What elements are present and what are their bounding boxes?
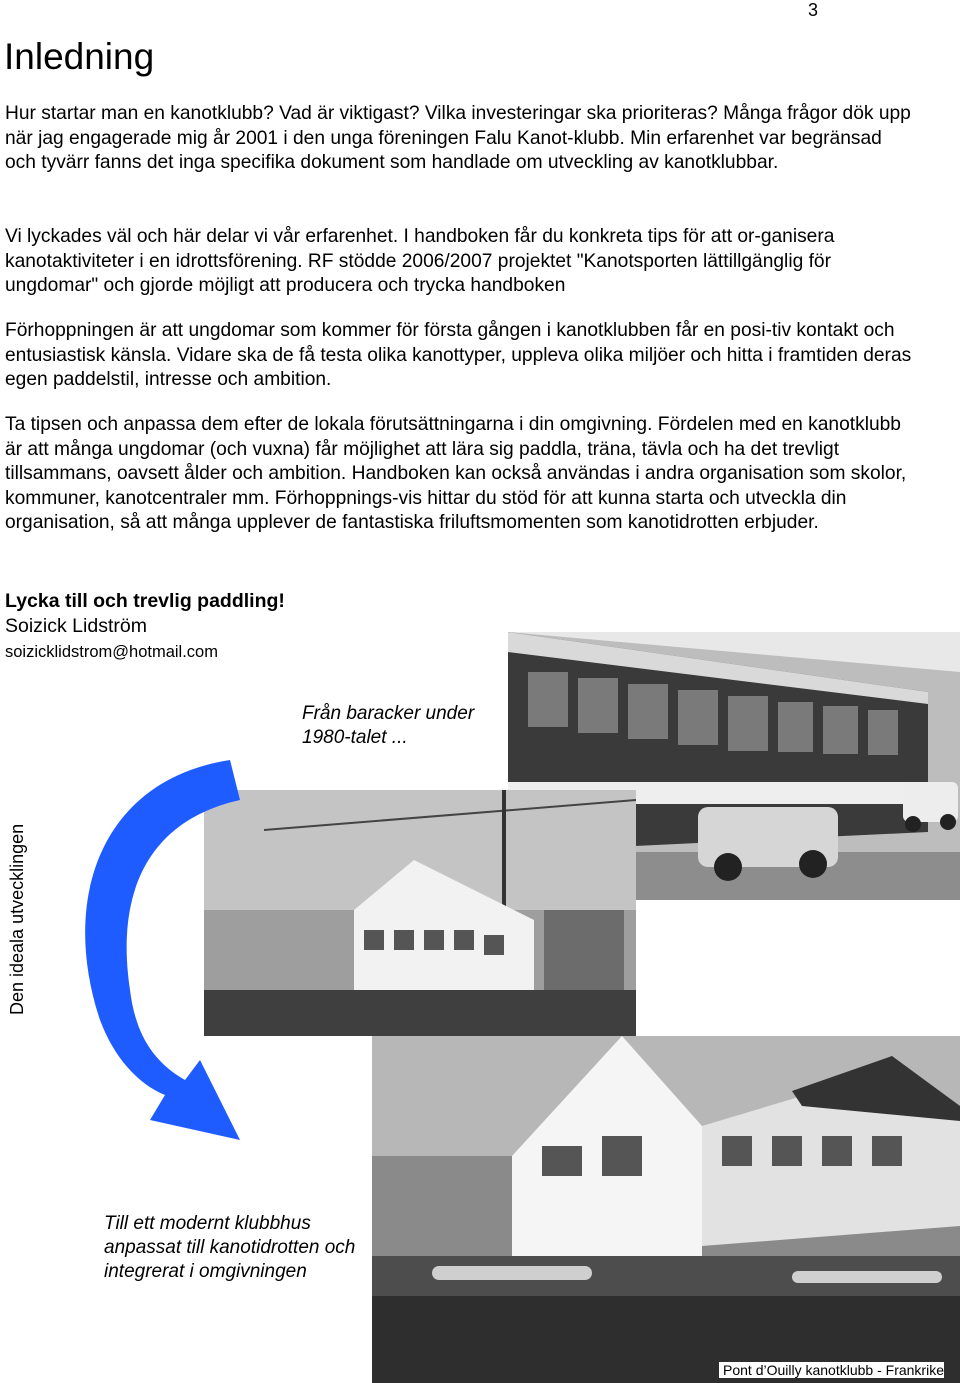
paragraph-intro: Hur startar man en kanotklubb? Vad är viktigast? Vilka investeringar ska prioriteras? Många frågor dök upp när jag engagerade mig år 2001 i den unga föreningen Falu Kanot-klubb. Min erfarenhet var begränsad och tyvärr fanns det inga specifika dokument som handlade om utveckling av kanotklubbar. [5, 103, 911, 173]
photo-modern-clubhouse [372, 1036, 960, 1383]
paragraph-hope: Förhoppningen är att ungdomar som kommer för första gången i kanotklubben får en posi-tiv kontakt och entusiastisk känsla. Vidare ska de få testa olika kanottyper, uppleva olika miljöer och hitta i framtiden deras egen paddelstil, intresse och ambition. [5, 320, 912, 390]
signature-greeting: Lycka till och trevlig paddling! [5, 590, 285, 612]
page-number: 3 [807, 0, 818, 20]
signature-name: Soizick Lidström [5, 615, 147, 637]
photo-credit: Pont d’Ouilly kanotklubb - Frankrike [719, 1362, 944, 1378]
caption-after: Till ett modernt klubbhus anpassat till kanotidrotten och integrerat i omgivningen [104, 1212, 364, 1284]
page-title: Inledning [4, 36, 155, 77]
caption-before: Från baracker under 1980-talet ... [302, 703, 475, 748]
signature-email: soizicklidstrom@hotmail.com [5, 643, 218, 661]
paragraph-experience: Vi lyckades väl och här delar vi vår erfarenhet. I handboken får du konkreta tips för att or-ganisera kanotaktiviteter i en idrottsförening. RF stödde 2006/2007 projektet "Kanotsporten lättillgänglig för ungdomar" och gjorde möjligt att producera och trycka handboken [5, 226, 835, 296]
vertical-development-label: Den ideala utvecklingen [7, 823, 27, 1015]
development-arrow [40, 740, 280, 1160]
paragraph-tips: Ta tipsen och anpassa dem efter de lokala förutsättningarna i din omgivning. Fördelen med en kanotklubb är att många ungdomar (och vuxna) får möjlighet att lära sig paddla, träna, tävla och ha det trevligt tillsammans, oavsett ålder och ambition. Handboken kan också användas i andra organisation som skolor, kommuner, kanotcentraler mm. Förhoppnings-vis hittar du stöd för att kunna starta och utveckla din organisation, så att många upplever de fantastiska friluftsmomenten som kanotidrotten erbjuder. [5, 414, 907, 533]
